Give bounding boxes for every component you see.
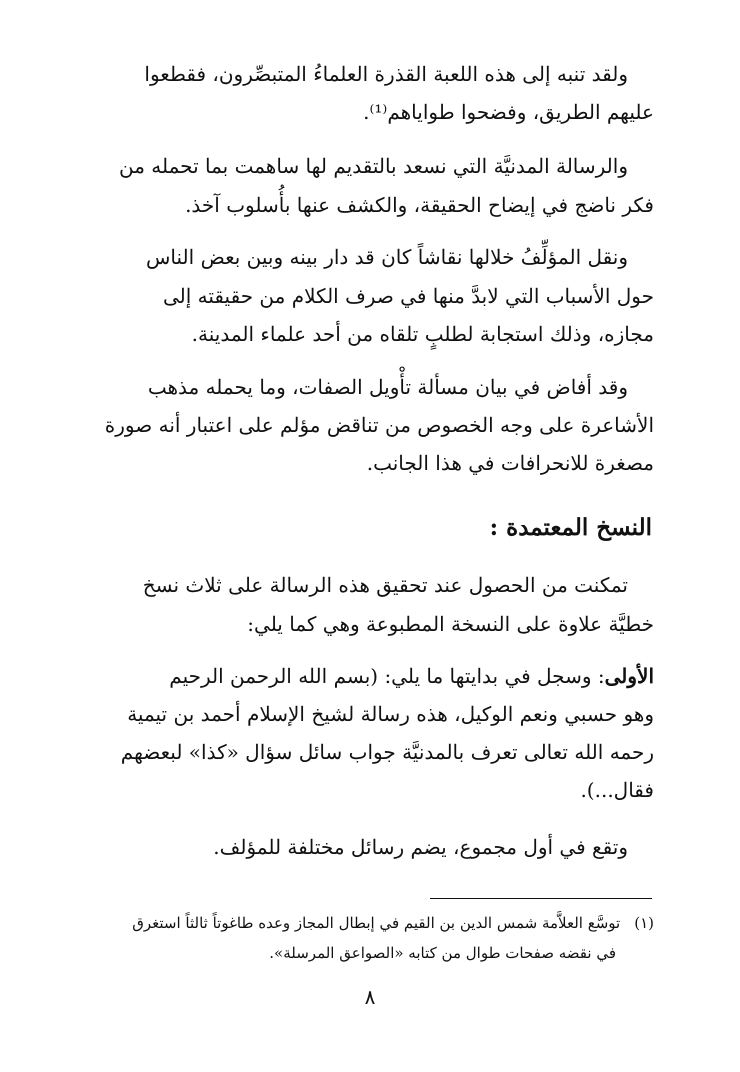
footnote-number: (١) [634, 914, 654, 932]
paragraph-1-cont [74, 93, 654, 131]
paragraph-line: وتقع في أول مجموع، يضم رسائل مختلفة للمؤلف. [213, 835, 628, 859]
paragraph-last [74, 828, 654, 866]
first-copy-rest: : وسجل في بدايتها ما يلي: (بسم الله الرحمن الرحيم [169, 664, 605, 688]
paragraph-line: والرسالة المدنيَّة التي نسعد بالتقديم لها ساهمت بما تحمله من [118, 154, 628, 178]
paragraph-4 [74, 368, 654, 406]
paragraph-line: فكر ناضج في إيضاح الحقيقة، والكشف عنها بأُسلوب آخذ. [185, 193, 654, 217]
paragraph-line: عليهم الطريق، وفضحوا طواياهم⁽¹⁾. [363, 100, 654, 124]
first-copy-first-line [74, 657, 654, 695]
first-copy-paragraph [74, 657, 654, 809]
paragraph-line: فقال...). [580, 778, 654, 802]
paragraph-line: مصغرة للانحرافات في هذا الجانب. [366, 451, 654, 475]
section-heading: النسخ المعتمدة : [489, 514, 652, 541]
paragraph-5-cont [74, 605, 654, 643]
paragraph-3-cont [74, 277, 654, 353]
paragraph-2-cont [74, 186, 654, 224]
footnote [74, 908, 654, 968]
paragraph-line: خطيَّة علاوة على النسخة المطبوعة وهي كما يلي: [247, 612, 654, 636]
footnote-line-1 [74, 908, 654, 938]
footnote-divider [430, 898, 652, 899]
paragraph-line: مجازه، وذلك استجابة لطلبٍ تلقاه من أحد علماء المدينة. [191, 322, 654, 346]
paragraph-line: ولقد تنبه إلى هذه اللعبة القذرة العلماءُ المتبصِّرون، فقطعوا [144, 62, 628, 86]
paragraph-line: ونقل المؤلِّفُ خلالها نقاشاً كان قد دار بينه وبين بعض الناس [146, 245, 628, 269]
paragraph-line: رحمه الله تعالى تعرف بالمدنيَّة جواب سائل سؤال «كذا» لبعضهم [120, 740, 654, 764]
paragraph-2 [74, 147, 654, 185]
paragraph-line: تمكنت من الحصول عند تحقيق هذه الرسالة على ثلاث نسخ [142, 573, 628, 597]
paragraph-line: وقد أفاض في بيان مسألة تأْويل الصفات، وما يحمله مذهب [147, 375, 628, 399]
page-number: ٨ [364, 985, 376, 1009]
paragraph-line: وهو حسبي ونعم الوكيل، هذه رسالة لشيخ الإسلام أحمد بن تيمية [127, 702, 654, 726]
footnote-line-2: في نقضه صفحات طوال من كتابه «الصواعق المرسلة». [269, 944, 616, 962]
paragraph-5 [74, 566, 654, 604]
paragraph-line: الأشاعرة على وجه الخصوص من تناقض مؤلم على اعتبار أنه صورة [104, 413, 654, 437]
paragraph-1 [74, 55, 654, 93]
paragraph-line: حول الأسباب التي لابدَّ منها في صرف الكلام من حقيقته إلى [162, 284, 654, 308]
paragraph-3 [74, 238, 654, 276]
first-copy-lead: الأولى [604, 664, 654, 688]
footnote-text-1: توسَّع العلاَّمة شمس الدين بن القيم في إبطال المجاز وعده طاغوتاً ثالثاً استغرق [132, 914, 621, 932]
paragraph-4-cont [74, 406, 654, 482]
